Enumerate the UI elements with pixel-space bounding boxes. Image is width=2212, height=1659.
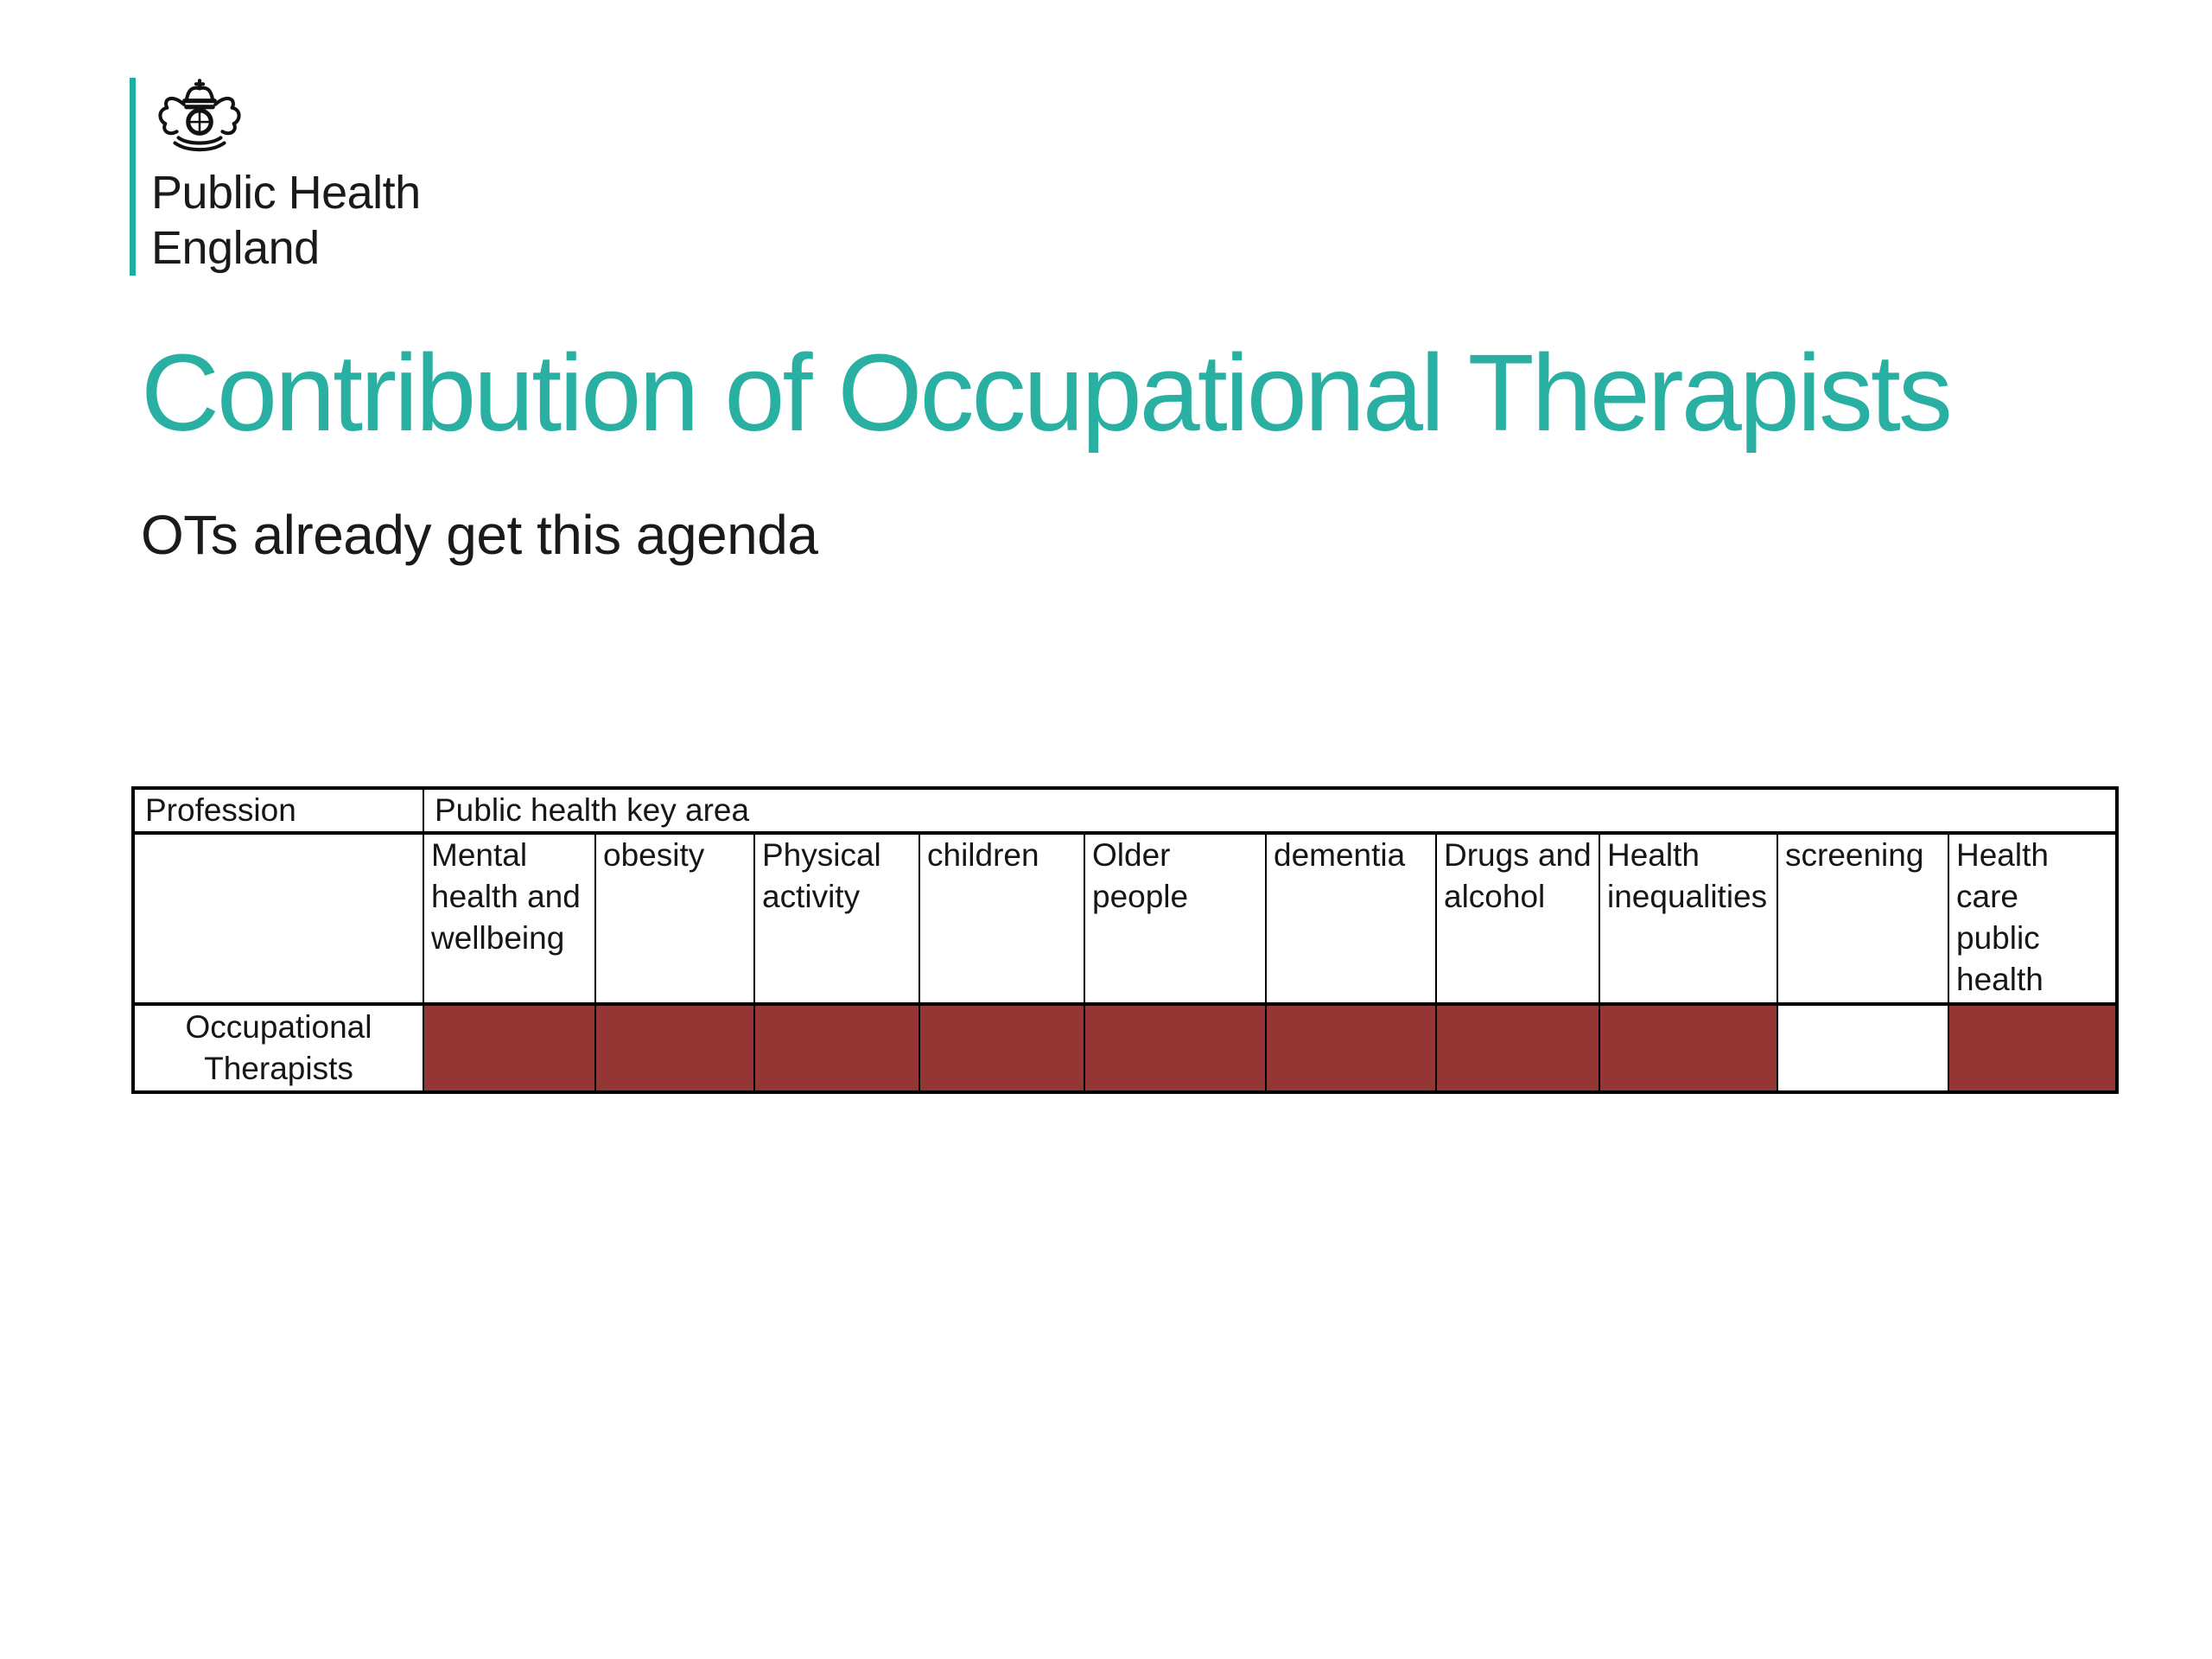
group-header-row (133, 788, 2117, 833)
covered-area-cell (1266, 1004, 1436, 1092)
key-area-header-cell: Health care public health (1948, 833, 2117, 1004)
key-area-header-cell: Older people (1084, 833, 1266, 1004)
profession-cell: Occupational Therapists (133, 1004, 423, 1092)
covered-area-cell (754, 1004, 919, 1092)
key-area-header-cell: Physical activity (754, 833, 919, 1004)
group-header-cell: Public health key area (423, 788, 2117, 833)
covered-area-cell (423, 1004, 595, 1092)
royal-crest-icon (151, 78, 248, 157)
covered-area-cell (595, 1004, 754, 1092)
logo-text-line2: England (151, 221, 320, 274)
empty-corner-cell (133, 833, 423, 1004)
page-title: Contribution of Occupational Therapists (141, 332, 1950, 454)
covered-area-cell (1599, 1004, 1777, 1092)
logo-teal-bar (130, 78, 136, 276)
key-area-header-cell: obesity (595, 833, 754, 1004)
key-area-header-cell: Drugs and alcohol (1436, 833, 1599, 1004)
key-area-header-cell: Mental health and wellbeing (423, 833, 595, 1004)
covered-area-cell (1084, 1004, 1266, 1092)
covered-area-cell (919, 1004, 1084, 1092)
key-area-header-cell: children (919, 833, 1084, 1004)
covered-area-cell (1436, 1004, 1599, 1092)
uncovered-area-cell (1777, 1004, 1948, 1092)
profession-row (133, 1004, 2117, 1092)
key-area-header-cell: Health inequalities (1599, 833, 1777, 1004)
key-area-header-cell: dementia (1266, 833, 1436, 1004)
covered-area-cell (1948, 1004, 2117, 1092)
page-subtitle: OTs already get this agenda (141, 504, 818, 566)
profession-header-cell: Profession (133, 788, 423, 833)
key-area-table (131, 786, 2119, 1094)
table-body (133, 1004, 2117, 1092)
key-area-header-cell: screening (1777, 833, 1948, 1004)
logo-text (151, 166, 421, 276)
phe-logo (130, 78, 421, 276)
key-area-header-row (133, 833, 2117, 1004)
logo-text-line1: Public Health (151, 167, 421, 219)
